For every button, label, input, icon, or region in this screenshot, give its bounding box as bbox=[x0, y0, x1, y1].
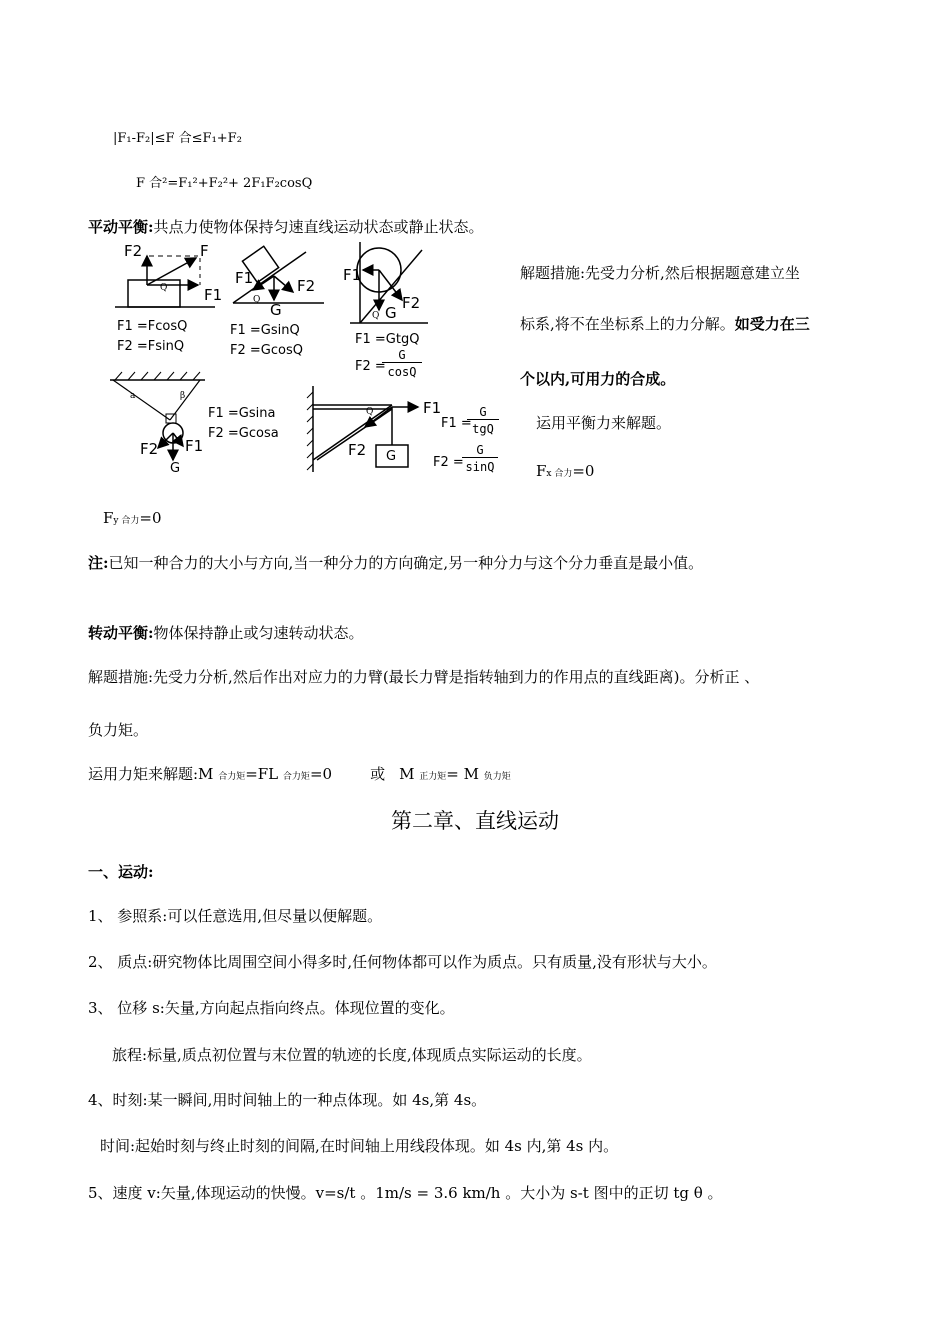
d5-q-label: Q bbox=[366, 407, 374, 417]
d5-eq1-lhs: F1 = bbox=[441, 416, 472, 431]
method-line-1: 解题措施:先受力分析,然后根据题意建立坐 bbox=[520, 264, 800, 282]
d5-f2-label: F2 bbox=[348, 441, 367, 459]
torque-or: 或 bbox=[370, 765, 386, 783]
method-line-2-bold: 如受力在三 bbox=[734, 315, 810, 333]
d2-eq1: F1 =GsinQ bbox=[230, 323, 300, 338]
d5-eq2-lhs: F2 = bbox=[433, 455, 464, 470]
fx-sub: x 合力 bbox=[546, 469, 573, 479]
d3-eq2-num: G bbox=[382, 348, 422, 363]
fy-equation bbox=[103, 508, 162, 531]
d2-f1-label: F1 bbox=[235, 269, 254, 287]
note-text: 已知一种合力的大小与方向,当一种分力的方向确定,另一种分力与这个分力垂直是最小值。 bbox=[108, 554, 704, 572]
fx-main: F bbox=[536, 462, 547, 480]
resultant-formula: F 合²=F₁²+F₂²+ 2F₁F₂cosQ bbox=[136, 176, 313, 191]
d5-eq2-num: G bbox=[462, 443, 498, 458]
d5-g-label: G bbox=[386, 449, 397, 464]
motion-item-4b: 时间:起始时刻与终止时刻的间隔,在时间轴上用线段体现。如 4s 内,第 4s 内。 bbox=[100, 1137, 619, 1155]
rotational-label: 转动平衡: bbox=[88, 624, 154, 642]
method-line-3: 个以内,可用力的合成。 bbox=[520, 370, 676, 388]
motion-item-2: 2、 质点:研究物体比周围空间小得多时,任何物体都可以作为质点。只有质量,没有形状与大小。 bbox=[88, 953, 717, 971]
d2-g-label: G bbox=[270, 301, 282, 319]
d1-q-label: Q bbox=[160, 283, 168, 293]
fy-tail: =0 bbox=[139, 509, 162, 527]
torque-c: =0 bbox=[309, 765, 333, 783]
torque-e: = M bbox=[446, 765, 484, 783]
d3-q-label: Q bbox=[372, 311, 380, 321]
d4-f1-label: F1 bbox=[185, 437, 204, 455]
rotational-line bbox=[88, 623, 364, 643]
fx-equation bbox=[536, 461, 594, 484]
note-line bbox=[88, 553, 703, 573]
method-line-4: 运用平衡力来解题。 bbox=[536, 414, 672, 432]
d1-f1-label: F1 bbox=[204, 286, 223, 304]
motion-item-3b: 旅程:标量,质点初位置与末位置的轨迹的长度,体现质点实际运动的长度。 bbox=[112, 1046, 592, 1064]
fx-tail: =0 bbox=[572, 462, 595, 480]
d5-eq2-den: sinQ bbox=[465, 460, 495, 474]
torque-b-sub: 合力矩 bbox=[282, 772, 310, 782]
rotational-text: 物体保持静止或匀速转动状态。 bbox=[153, 624, 364, 642]
translational-label: 平动平衡: bbox=[88, 218, 154, 236]
d3-eq2-lhs: F2 = bbox=[355, 359, 386, 374]
d2-eq2: F2 =GcosQ bbox=[230, 343, 303, 358]
method-line-2-plain: 标系,将不在坐标系上的力分解。 bbox=[520, 315, 735, 333]
d5-eq1-num: G bbox=[467, 405, 499, 420]
torque-e-sub: 负力矩 bbox=[483, 772, 511, 782]
torque-b: =FL bbox=[245, 765, 283, 783]
d1-eq2: F2 =FsinQ bbox=[117, 339, 185, 354]
d5-f1-label: F1 bbox=[423, 399, 442, 417]
d4-eq1: F1 =Gsina bbox=[208, 406, 276, 421]
d4-a-label: a bbox=[130, 391, 136, 401]
note-label: 注: bbox=[88, 554, 109, 572]
chapter-title: 第二章、直线运动 bbox=[391, 809, 559, 833]
fy-main: F bbox=[103, 509, 114, 527]
d1-eq1: F1 =FcosQ bbox=[117, 319, 188, 334]
d1-f2-label: F2 bbox=[124, 242, 143, 260]
motion-item-3: 3、 位移 s:矢量,方向起点指向终点。体现位置的变化。 bbox=[88, 999, 455, 1017]
motion-heading: 一、运动: bbox=[88, 863, 154, 881]
translational-text: 共点力使物体保持匀速直线运动状态或静止状态。 bbox=[153, 218, 484, 236]
d3-f1-label: F1 bbox=[343, 266, 362, 284]
d3-f2-label: F2 bbox=[402, 294, 421, 312]
d4-g-label: G bbox=[170, 461, 181, 476]
d3-eq2-den: cosQ bbox=[387, 365, 417, 379]
motion-item-5: 5、速度 v:矢量,体现运动的快慢。v=s/t 。1m/s = 3.6 km/h 。大小为 s-t 图中的正切 tg θ 。 bbox=[88, 1184, 723, 1202]
inequality-formula: |F₁-F₂|≤F 合≤F₁+F₂ bbox=[113, 131, 242, 146]
d1-f-label: F bbox=[200, 242, 209, 260]
d2-f2-label: F2 bbox=[297, 277, 316, 295]
d2-q-label: Q bbox=[253, 295, 261, 305]
d4-eq2: F2 =Gcosa bbox=[208, 426, 279, 441]
torque-equation bbox=[88, 764, 511, 787]
motion-item-4: 4、时刻:某一瞬间,用时间轴上的一种点体现。如 4s,第 4s。 bbox=[88, 1091, 487, 1109]
torque-d: M bbox=[399, 765, 420, 783]
d5-eq1-den: tgQ bbox=[472, 422, 494, 436]
d4-f2-label: F2 bbox=[140, 440, 159, 458]
fy-sub: y 合力 bbox=[113, 516, 140, 526]
rotational-method-2: 负力矩。 bbox=[88, 721, 149, 739]
torque-a-sub: 合力矩 bbox=[218, 772, 246, 782]
torque-d-sub: 正力矩 bbox=[419, 772, 447, 782]
motion-item-1: 1、 参照系:可以任意选用,但尽量以便解题。 bbox=[88, 907, 383, 925]
d4-b-label: β bbox=[180, 391, 186, 401]
d3-eq1: F1 =GtgQ bbox=[355, 332, 420, 347]
rotational-method-1: 解题措施:先受力分析,然后作出对应力的力臂(最长力臂是指转轴到力的作用点的直线距离)。分析正 、 bbox=[88, 668, 760, 686]
d3-g-label: G bbox=[385, 304, 397, 322]
torque-a: 运用力矩来解题:M bbox=[88, 765, 219, 783]
method-line-2 bbox=[520, 314, 810, 334]
